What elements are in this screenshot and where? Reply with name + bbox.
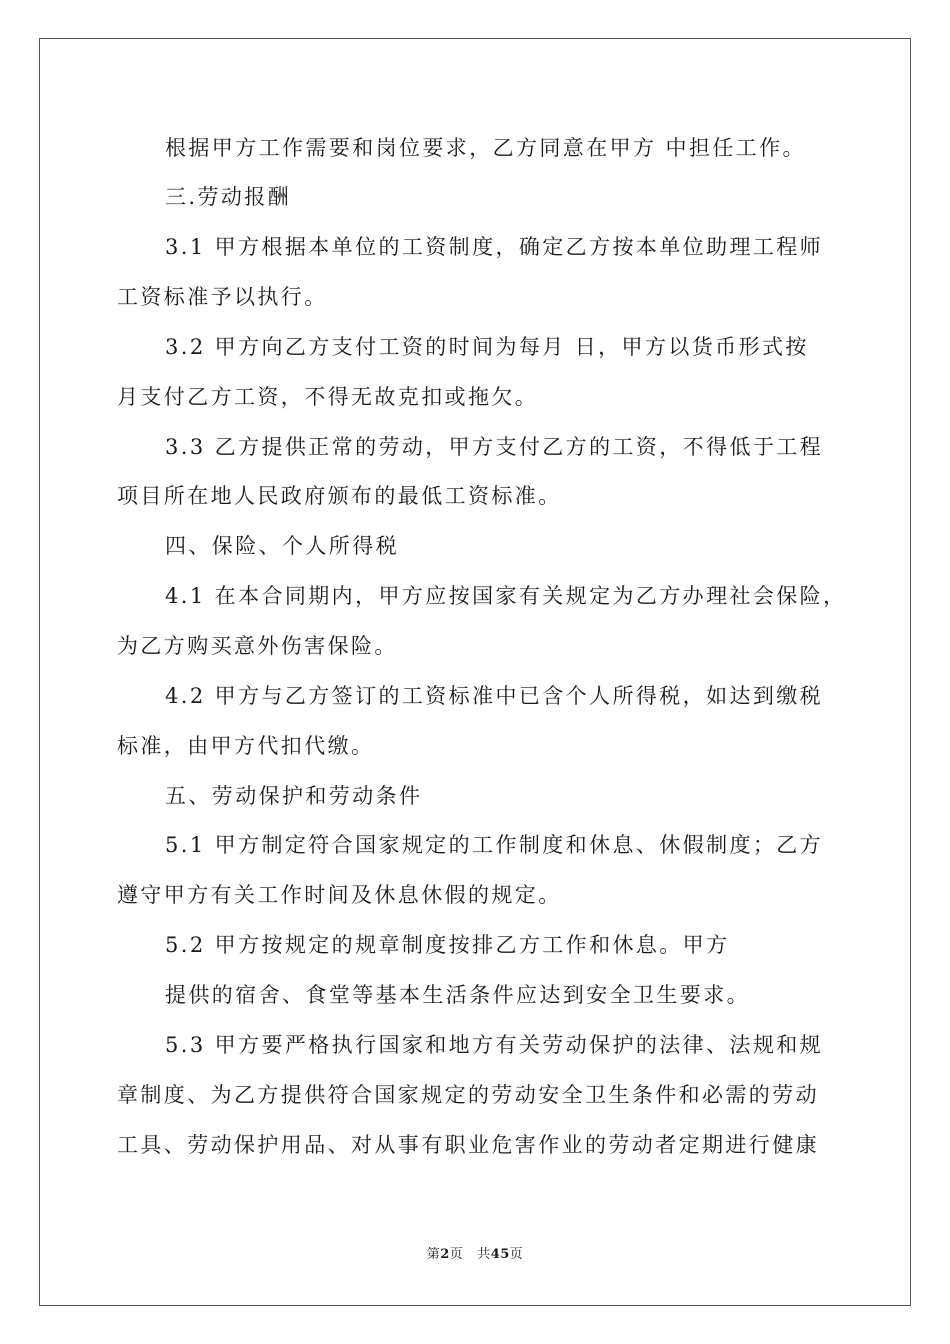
paragraph-line: 5.1 甲方制定符合国家规定的工作制度和休息、休假制度；乙方 (165, 833, 824, 857)
paragraph-line: 3.1 甲方根据本单位的工资制度，确定乙方按本单位助理工程师 (165, 235, 824, 259)
paragraph-line: 4.1 在本合同期内，甲方应按国家有关规定为乙方办理社会保险， (165, 584, 847, 608)
paragraph-line: 标准，由甲方代扣代缴。 (117, 734, 375, 758)
total-prefix: 共 (477, 1247, 491, 1262)
paragraph-line: 5.2 甲方按规定的规章制度按排乙方工作和休息。甲方 (165, 933, 730, 957)
paragraph-line: 章制度、为乙方提供符合国家规定的劳动安全卫生条件和必需的劳动 (117, 1083, 819, 1107)
page-border (39, 38, 911, 1306)
paragraph-line: 3.3 乙方提供正常的劳动，甲方支付乙方的工资，不得低于工程 (165, 435, 824, 459)
paragraph-line: 提供的宿舍、食堂等基本生活条件应达到安全卫生要求。 (165, 983, 750, 1007)
section-heading: 四、保险、个人所得税 (165, 534, 399, 558)
section-heading: 五、劳动保护和劳动条件 (165, 784, 423, 808)
page-footer (0, 1243, 950, 1262)
paragraph-line: 5.3 甲方要严格执行国家和地方有关劳动保护的法律、法规和规 (165, 1033, 824, 1057)
section-heading: 三.劳动报酬 (165, 185, 292, 209)
paragraph-line: 工资标准予以执行。 (117, 285, 328, 309)
page-prefix: 第 (426, 1247, 441, 1262)
total-pages: 45 (490, 1247, 510, 1262)
paragraph-line: 3.2 甲方向乙方支付工资的时间为每月 日，甲方以货币形式按 (165, 335, 809, 359)
page-number: 2 (440, 1247, 450, 1262)
paragraph-line: 工具、劳动保护用品、对从事有职业危害作业的劳动者定期进行健康 (117, 1133, 819, 1157)
paragraph-line: 根据甲方工作需要和岗位要求，乙方同意在甲方 中担任工作。 (165, 136, 806, 160)
paragraph-line: 项目所在地人民政府颁布的最低工资标准。 (117, 484, 562, 508)
page-suffix: 页 (449, 1247, 464, 1262)
paragraph-line: 4.2 甲方与乙方签订的工资标准中已含个人所得税，如达到缴税 (165, 684, 824, 708)
paragraph-line: 遵守甲方有关工作时间及休息休假的规定。 (117, 883, 562, 907)
paragraph-line: 月支付乙方工资，不得无故克扣或拖欠。 (117, 385, 539, 409)
paragraph-line: 为乙方购买意外伤害保险。 (117, 634, 398, 658)
total-suffix: 页 (509, 1247, 524, 1262)
